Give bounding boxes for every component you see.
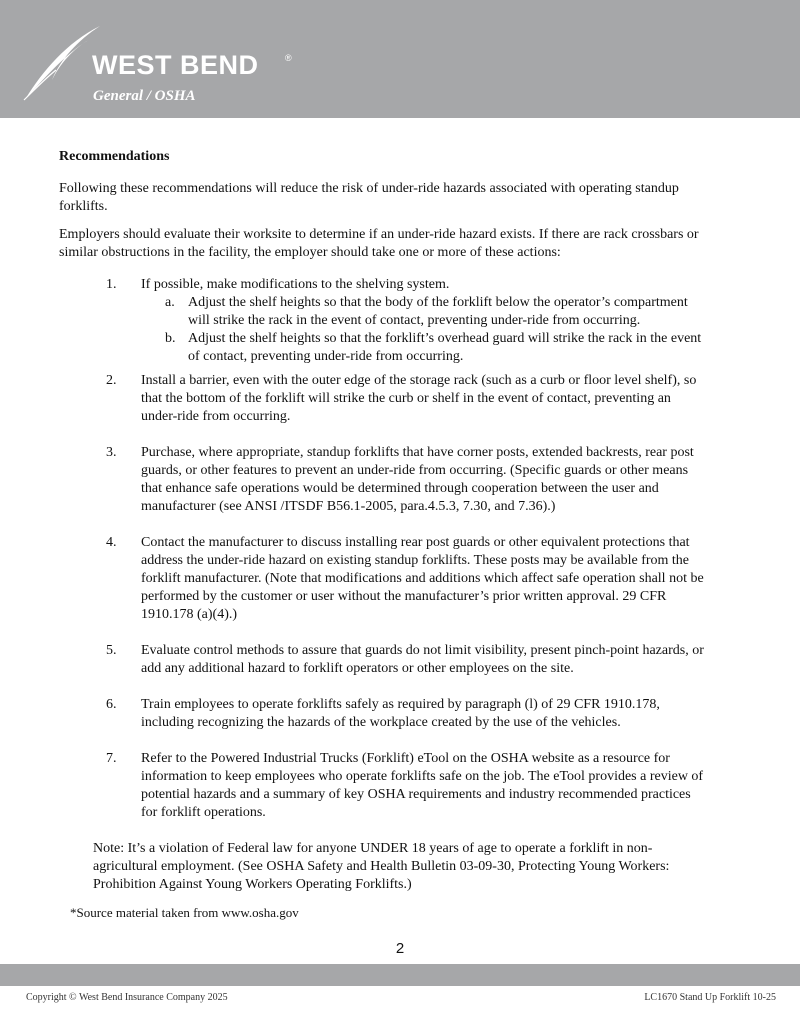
sub-item-letter: b. — [165, 331, 176, 346]
sub-item-text: Adjust the shelf heights so that the body of the forklift below the operator’s compartment will strike the rack in the event of contact, preventing under-ride from occurring. — [188, 295, 688, 328]
division-label: General / OSHA — [93, 88, 196, 104]
item-number: 7. — [106, 751, 117, 766]
item-text: Train employees to operate forklifts safely as required by paragraph (l) of 29 CFR 1910.178, including recognizing the hazards of the workplace created by the use of the vehicles. — [141, 697, 660, 730]
footer-bar — [0, 964, 800, 986]
list-item — [59, 642, 709, 678]
sub-item-text: Adjust the shelf heights so that the forklift’s overhead guard will strike the rack in the event of contact, preventing under-ride from occurring. — [188, 331, 702, 364]
document-body — [59, 146, 709, 894]
sub-list-item — [141, 330, 709, 366]
item-text: Purchase, where appropriate, standup forklifts that have corner posts, extended backrests, rear post guards, or other features to prevent an under-ride from occurring. (Specific guards or other means that enhance safe operations would be determined through cooperation between the user and manufacturer (see ANSI /ITSDF B56.1-2005, para.4.5.3, 7.30, and 7.36).) — [141, 445, 694, 514]
page-header — [0, 0, 800, 118]
employers-paragraph: Employers should evaluate their worksite to determine if an under-ride hazard exists. If there are rack crossbars or similar obstructions in the facility, the employer should take one or more of these actions: — [59, 227, 699, 260]
item-text: Evaluate control methods to assure that guards do not limit visibility, present pinch-point hazards, or add any additional hazard to forklift operators or other employees on the site. — [141, 643, 704, 676]
list-item — [59, 534, 709, 624]
source-citation: *Source material taken from www.osha.gov — [70, 905, 299, 920]
list-item — [59, 696, 709, 732]
sub-list — [141, 294, 709, 366]
west-bend-swoosh-icon — [22, 20, 102, 105]
list-item — [59, 750, 709, 822]
age-restriction-note: Note: It’s a violation of Federal law for anyone UNDER 18 years of age to operate a forklift in non-agricultural employment. (See OSHA Safety and Health Bulletin 03-09-30, Protecting Young Workers: Prohibition Against Young Workers Operating Forklifts.) — [93, 841, 670, 892]
item-number: 3. — [106, 445, 117, 460]
item-text: Contact the manufacturer to discuss installing rear post guards or other equivalent protections that address the under-ride hazard on existing standup forklifts. These posts may be available from the forklift manufacturer. (Note that modifications and additions which affect safe operation shall not be performed by the customer or user without the manufacturer’s prior written approval. 29 CFR 1910.178 (a)(4).) — [141, 535, 704, 622]
list-item — [59, 276, 709, 366]
item-number: 4. — [106, 535, 117, 550]
copyright-notice: Copyright © West Bend Insurance Company 2025 — [26, 992, 228, 1003]
item-number: 5. — [106, 643, 117, 658]
document-id: LC1670 Stand Up Forklift 10-25 — [644, 992, 776, 1003]
item-text: If possible, make modifications to the shelving system. — [141, 277, 450, 292]
sub-item-letter: a. — [165, 295, 175, 310]
item-text: Refer to the Powered Industrial Trucks (Forklift) eTool on the OSHA website as a resource for information to keep employees who operate forklifts safe on the job. The eTool provides a review of potential hazards and a summary of key OSHA requirements and industry recommended practices for forklift operations. — [141, 751, 704, 820]
list-item — [59, 444, 709, 516]
item-text: Install a barrier, even with the outer edge of the storage rack (such as a curb or floor level shelf), so that the bottom of the forklift will strike the curb or shelf in the event of contact, preventing an under-ride from occurring. — [141, 373, 697, 424]
item-number: 1. — [106, 277, 117, 292]
item-number: 2. — [106, 373, 117, 388]
page-number: 2 — [395, 940, 405, 957]
recommendations-list — [59, 276, 709, 822]
list-item — [59, 372, 709, 426]
registered-mark: ® — [285, 53, 292, 63]
section-heading: Recommendations — [59, 149, 170, 164]
item-number: 6. — [106, 697, 117, 712]
sub-list-item — [141, 294, 709, 330]
brand-name: WEST BEND — [92, 50, 259, 80]
intro-paragraph: Following these recommendations will reduce the risk of under-ride hazards associated with operating standup forklifts. — [59, 181, 679, 214]
